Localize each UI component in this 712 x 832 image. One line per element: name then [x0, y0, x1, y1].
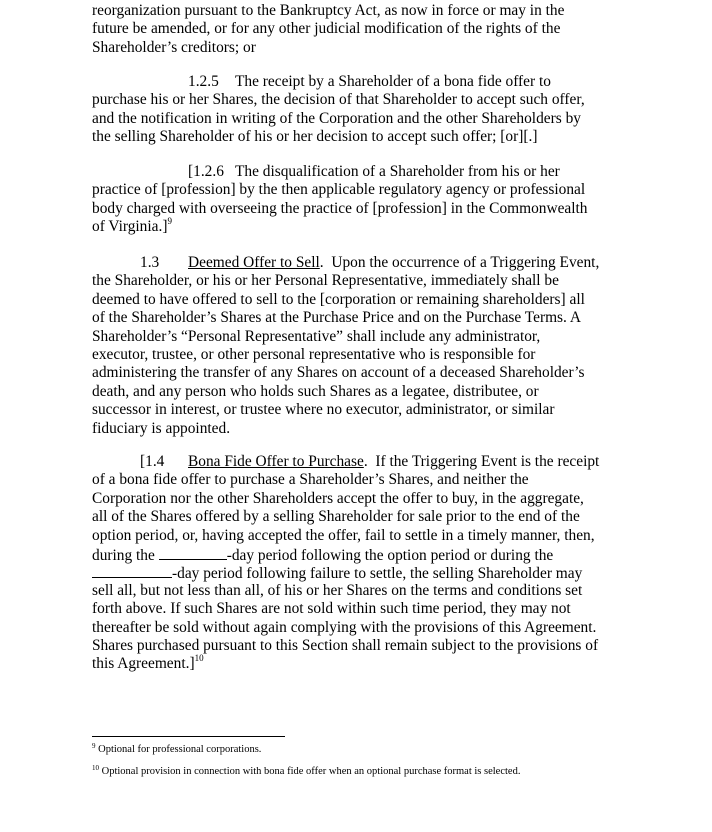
- text-line: of a bona fide offer to purchase a Shareholder’s Shares, and neither the: [92, 471, 529, 489]
- text-line: Shares purchased pursuant to this Section shall remain subject to the provisions of: [92, 636, 599, 654]
- section-number: 1.2.5: [188, 73, 219, 90]
- section-number: [1.2.6: [188, 163, 224, 180]
- text-line: future be amended, or for any other judicial modification of the rights of the: [92, 20, 561, 38]
- text-fragment: . If the Triggering Event is the receipt: [363, 453, 600, 470]
- text-line: [92, 254, 632, 272]
- text-line: the selling Shareholder of his or her decision to accept such offer; [or][.]: [92, 128, 538, 146]
- text-fragment: during the: [92, 546, 159, 564]
- text-line: forth above. If such Shares are not sold within such time period, they may not: [92, 600, 571, 618]
- paragraph-1-2-6: [92, 163, 632, 237]
- text-line: sell all, but not less than all, of his or her Shares on the terms and conditions set: [92, 581, 583, 599]
- text-line: [92, 545, 632, 563]
- paragraph-1-2-5: [92, 73, 632, 147]
- text-line: death, and any person who holds such Shares as a legatee, distributee, or: [92, 382, 539, 400]
- footnote-9: [92, 744, 261, 756]
- footnote-ref-10[interactable]: 10: [194, 653, 204, 664]
- text-line: purchase his or her Shares, the decision of that Shareholder to accept such offer,: [92, 91, 585, 109]
- text-line: fiduciary is appointed.: [92, 419, 231, 437]
- text-fragment: . Upon the occurrence of a Triggering Event,: [319, 254, 600, 271]
- text-line: deemed to have offered to sell to the [corporation or remaining shareholders] all: [92, 290, 585, 308]
- text-line: and the notification in writing of the Corporation and the other Shareholders by: [92, 109, 581, 127]
- paragraph-continuation: [92, 2, 632, 57]
- blank-field-days-1[interactable]: [159, 545, 227, 560]
- text-fragment: -day period following the option period or during the: [226, 546, 554, 564]
- text-fragment: The receipt by a Shareholder of a bona fide offer to: [235, 73, 551, 90]
- text-line: [92, 73, 632, 91]
- footnote-text: Optional provision in connection with bona fide offer when an optional purchase format is selected.: [99, 766, 521, 777]
- section-heading: Deemed Offer to Sell: [188, 254, 320, 271]
- text-line: Corporation nor the other Shareholders accept the offer to buy, in the aggregate,: [92, 489, 584, 507]
- section-number: [1.4: [140, 453, 165, 470]
- text-fragment: this Agreement.]: [92, 655, 195, 673]
- footnote-separator: [92, 736, 285, 737]
- text-line: Shareholder’s “Personal Representative” shall include any administrator,: [92, 327, 541, 345]
- text-fragment: The disqualification of a Shareholder from his or her: [235, 163, 560, 180]
- text-line: [92, 453, 632, 471]
- paragraph-1-4: [92, 453, 632, 674]
- text-line: of the Shareholder’s Shares at the Purchase Price and on the Purchase Terms. A: [92, 309, 582, 327]
- text-line: administering the transfer of any Shares on account of a deceased Shareholder’s: [92, 364, 585, 382]
- footnote-10: [92, 766, 520, 778]
- text-line: the Shareholder, or his or her Personal Representative, immediately shall be: [92, 272, 559, 290]
- text-line: option period, or, having accepted the offer, fail to settle in a timely manner, then,: [92, 526, 595, 544]
- text-fragment: of Virginia.]: [92, 218, 168, 236]
- text-line: [92, 163, 632, 181]
- footnote-ref-9[interactable]: 9: [167, 216, 172, 227]
- text-line: reorganization pursuant to the Bankruptcy Act, as now in force or may in the: [92, 2, 565, 19]
- text-line: all of the Shares offered by a selling Shareholder for sale prior to the end of the: [92, 508, 580, 526]
- footnote-text: Optional for professional corporations.: [95, 744, 262, 755]
- text-line: [92, 218, 632, 236]
- text-line: successor in interest, or trustee where no executor, administrator, or similar: [92, 401, 555, 419]
- section-number: 1.3: [140, 254, 160, 271]
- section-heading: Bona Fide Offer to Purchase: [188, 453, 364, 470]
- text-line: thereafter be sold without again complying with the provisions of this Agreement.: [92, 618, 597, 636]
- text-fragment: -day period following failure to settle, the selling Shareholder may: [172, 565, 583, 583]
- footnote-number: 10: [92, 764, 99, 772]
- text-line: executor, trustee, or other personal representative who is responsible for: [92, 345, 536, 363]
- blank-field-days-2[interactable]: [92, 563, 172, 578]
- text-line: practice of [profession] by the then applicable regulatory agency or professional: [92, 181, 586, 199]
- text-line: body charged with overseeing the practice of [profession] in the Commonwealth: [92, 199, 588, 217]
- text-line: Shareholder’s creditors; or: [92, 38, 256, 56]
- paragraph-1-3: [92, 254, 632, 438]
- text-line: [92, 563, 632, 581]
- text-line: [92, 655, 632, 673]
- footnote-number: 9: [92, 742, 96, 750]
